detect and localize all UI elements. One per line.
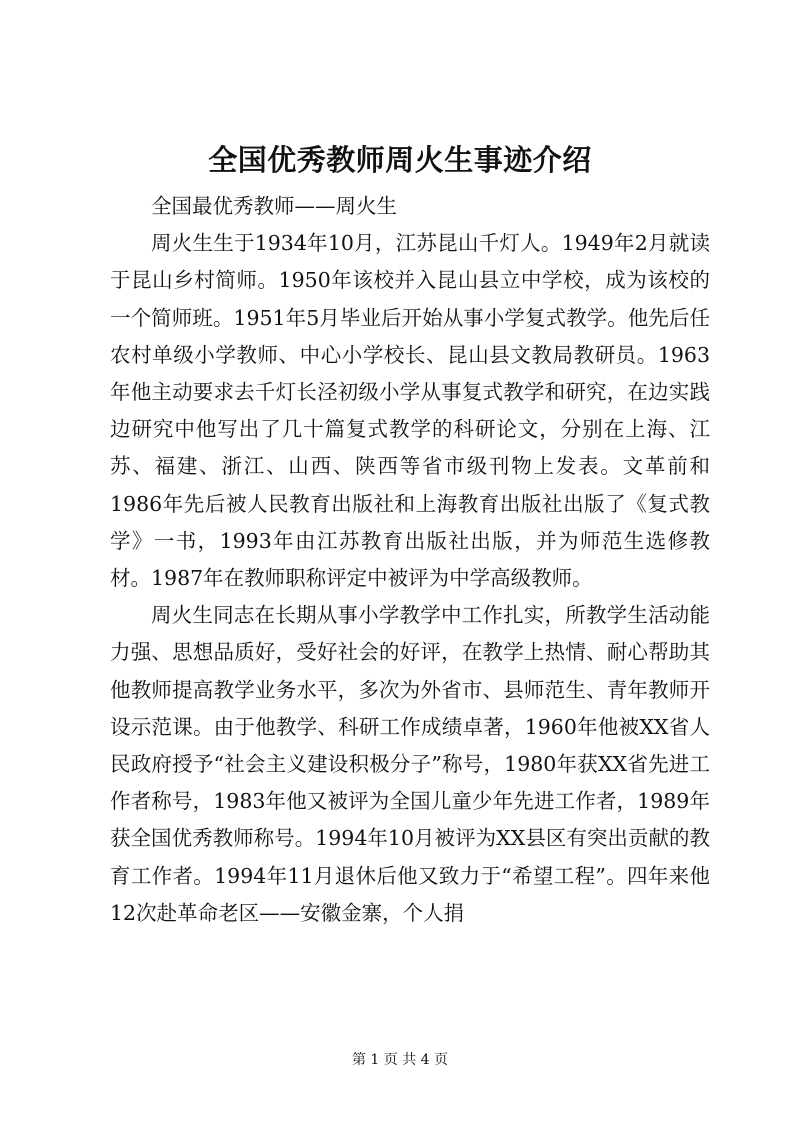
body-paragraph-2: 周火生同志在长期从事小学教学中工作扎实，所教学生活动能力强、思想品质好，受好社会的好评，在教学上热情、耐心帮助其他教师提高教学业务水平，多次为外省市、县师范生、青年教师开设示范课。由于他教学、科研工作成绩卓著，1960年他被XX省人民政府授予“社会主义建设积极分子”称号，1980年获XX省先进工作者称号，1983年他又被评为全国儿童少年先进工作者，1989年获全国优秀教师称号。1994年10月被评为XX县区有突出贡献的教育工作者。1994年11月退休后他又致力于“希望工程”。四年来他12次赴革命老区——安徽金寨，个人捐 (110, 603, 710, 925)
page-number-footer: 第 1 页 共 4 页 (351, 1052, 449, 1068)
document-title: 全国优秀教师周火生事迹介绍 (208, 143, 592, 177)
body-paragraph-1: 周火生生于1934年10月，江苏昆山千灯人。1949年2月就读于昆山乡村简师。1950年该校并入昆山县立中学校，成为该校的一个简师班。1951年5月毕业后开始从事小学复式教学。他先后任农村单级小学教师、中心小学校长、昆山县文教局教研员。1963年他主动要求去千灯长泾初级小学从事复式教学和研究，在边实践边研究中他写出了几十篇复式教学的科研论文，分别在上海、江苏、福建、浙江、山西、陕西等省市级刊物上发表。文革前和1986年先后被人民教育出版社和上海教育出版社出版了《复式教学》一书，1993年由江苏教育出版社出版，并为师范生选修教材。1987年在教师职称评定中被评为中学高级教师。 (110, 231, 710, 591)
document-body (110, 188, 710, 932)
subtitle-paragraph: 全国最优秀教师——周火生 (151, 194, 397, 218)
